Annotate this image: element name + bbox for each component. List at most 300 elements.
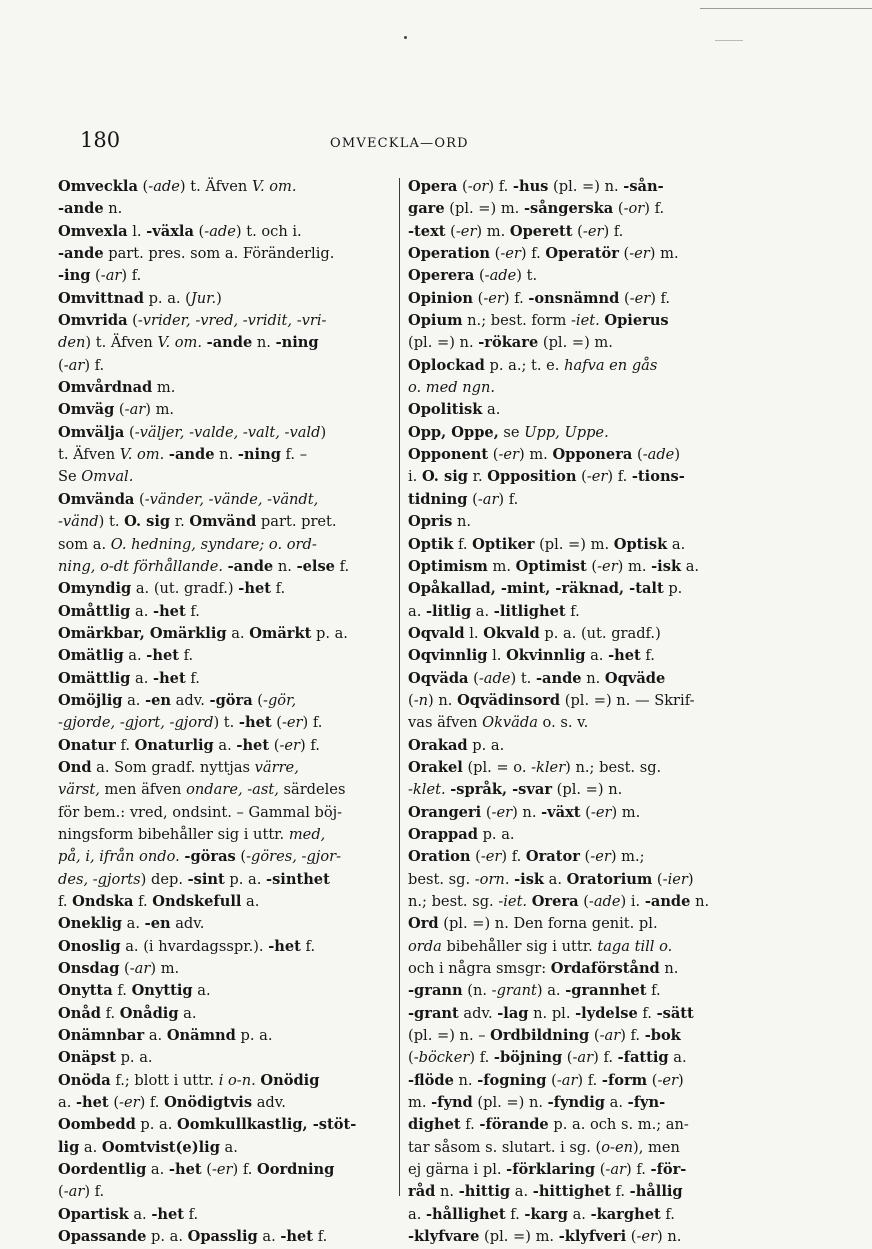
headword: -flöde: [408, 1071, 454, 1089]
definition-text: (: [445, 222, 456, 240]
headword: Oordentlig: [58, 1161, 147, 1179]
definition-text: (: [647, 1071, 658, 1089]
entry-line: [408, 623, 738, 645]
headword: Omvittnad: [58, 289, 144, 307]
definition-text: (: [408, 1049, 414, 1067]
definition-text: f.: [185, 602, 200, 620]
definition-text: (: [474, 267, 485, 285]
scan-mark: [715, 40, 743, 41]
headword: -tions-: [631, 468, 685, 486]
definition-text: f.: [184, 1205, 199, 1223]
italic-text: -er: [119, 1094, 140, 1112]
headword: Orera: [531, 893, 579, 910]
entry-line: [58, 913, 390, 935]
entry-line: [58, 757, 390, 779]
definition-text: f.: [185, 669, 200, 687]
definition-text: ) f.: [488, 178, 513, 195]
headword: Onsdag: [58, 960, 120, 978]
italic-text: -er: [281, 714, 303, 732]
definition-text: (pl. =) n.: [472, 1094, 548, 1112]
entry-line: [408, 958, 738, 980]
entry-line: [58, 332, 390, 354]
definition-text: f.: [270, 580, 286, 598]
entry-line: [408, 355, 738, 377]
definition-text: ) f.: [577, 1071, 602, 1089]
entry-line: [408, 422, 738, 444]
italic-text: -ar: [129, 960, 151, 978]
headword: gare: [408, 200, 445, 218]
entry-line: [408, 1003, 738, 1025]
definition-text: a.: [226, 624, 250, 642]
headword: -växla: [146, 222, 194, 240]
entry-line: [58, 824, 390, 846]
definition-text: a.: [482, 401, 501, 419]
definition-text: ) f.: [232, 1161, 257, 1179]
definition-text: p. a. (: [143, 289, 191, 307]
definition-text: ): [678, 1071, 684, 1089]
definition-text: a.: [408, 602, 426, 620]
definition-text: ): [674, 446, 681, 464]
definition-text: a.: [58, 1094, 76, 1112]
entry-line: [58, 1047, 390, 1069]
definition-text: (pl. =) m.: [538, 334, 613, 352]
italic-text: -er: [590, 803, 612, 821]
headword: Opposition: [487, 468, 577, 486]
entry-line: [58, 936, 390, 958]
headword: Operation: [408, 245, 490, 263]
headword: Opp, Oppe,: [408, 423, 499, 441]
definition-text: (: [572, 222, 583, 240]
definition-text: ) n.: [657, 1228, 682, 1246]
definition-text: a.: [130, 602, 154, 620]
definition-text: (: [489, 245, 501, 263]
definition-text: ) m.: [150, 960, 180, 978]
headword: O. sig: [124, 513, 171, 531]
italic-text: -vänd: [58, 513, 99, 531]
entry-line: [58, 578, 390, 600]
definition-text: a.: [408, 1205, 426, 1223]
entry-line: [58, 1137, 390, 1159]
headword: Oomkullkastlig, -stöt-: [177, 1116, 357, 1134]
ink-speck: [404, 36, 407, 39]
headword: -het: [608, 647, 641, 665]
italic-text: -er: [629, 245, 650, 263]
headword: -ing: [58, 267, 91, 285]
entry-line: [408, 221, 738, 243]
entry-line: [58, 444, 390, 466]
definition-text: (pl. =) m.: [444, 200, 524, 218]
definition-text: ) f.: [302, 714, 323, 732]
definition-text: a.: [257, 1228, 281, 1246]
definition-text: (: [252, 691, 264, 709]
definition-text: (: [481, 803, 492, 821]
headword: Omvrida: [58, 312, 128, 330]
definition-text: f.: [453, 535, 473, 553]
entry-line: [408, 399, 738, 421]
headword: -hus: [512, 178, 549, 195]
definition-text: f.: [610, 1183, 630, 1201]
definition-text: (: [652, 870, 663, 888]
headword: Operett: [509, 222, 573, 240]
entry-line: [408, 936, 738, 958]
italic-text: Upp, Uppe.: [524, 423, 609, 441]
italic-text: -ade: [588, 893, 621, 910]
entry-line: [58, 176, 390, 198]
italic-text: V. om.: [119, 446, 165, 464]
italic-text: -er: [590, 848, 611, 866]
italic-text: -ade: [478, 669, 511, 687]
headword: Oqvädinsord: [457, 691, 561, 709]
headword: -fattig: [617, 1049, 669, 1067]
headword: Oration: [408, 848, 471, 866]
headword: -sätt: [656, 1004, 694, 1022]
definition-text: ) m.: [617, 557, 652, 575]
headword: Omyndig: [58, 580, 132, 598]
italic-text: taga till o.: [597, 937, 673, 955]
headword: -else: [296, 557, 335, 575]
headword: Oneklig: [58, 915, 123, 933]
column-divider: [399, 178, 400, 1196]
headword: Omväg: [58, 401, 115, 419]
headword: Ondska: [72, 893, 134, 910]
headword: -rökare: [478, 334, 539, 352]
headword: -hittighet: [532, 1183, 611, 1201]
italic-text: -ar: [63, 356, 85, 374]
headword: -språk, -svar: [450, 781, 553, 799]
definition-text: (pl. =) m.: [534, 535, 614, 553]
definition-text: p. a.: [235, 1027, 273, 1045]
italic-text: V. om.: [251, 178, 297, 195]
definition-text: p. a. och s. m.; an-: [548, 1116, 689, 1134]
definition-text: (: [586, 557, 598, 575]
entry-line: [408, 243, 738, 265]
headword: Onåd: [58, 1004, 101, 1022]
definition-text: ) f.: [593, 1049, 618, 1067]
definition-text: p. a.: [477, 825, 515, 843]
headword: Onytta: [58, 982, 113, 1000]
italic-text: på, i, ifrån ondo.: [58, 848, 180, 866]
headword: -litlig: [425, 602, 472, 620]
headword: Onämnd: [166, 1027, 236, 1045]
italic-text: ning, o-dt förhållande.: [58, 557, 223, 575]
definition-text: a.: [128, 1205, 152, 1223]
definition-text: f.: [112, 982, 132, 1000]
headword: Ond: [58, 758, 92, 776]
headword: Oqvinnlig: [408, 647, 488, 665]
entry-line: [58, 221, 390, 243]
headword: Onaturlig: [134, 736, 214, 754]
definition-text: f.: [660, 1205, 675, 1223]
headword: Onämnbar: [58, 1027, 145, 1045]
italic-text: värre,: [254, 758, 299, 776]
definition-text: m.: [408, 1094, 432, 1112]
headword: -hittig: [458, 1183, 511, 1201]
definition-text: (: [408, 691, 414, 709]
headword: Onådig: [119, 1004, 179, 1022]
headword: -fynd: [431, 1094, 473, 1112]
definition-text: ) t.: [516, 267, 538, 285]
definition-text: a.: [122, 691, 146, 709]
italic-text: -er: [279, 736, 300, 754]
headword: Oqväda: [408, 669, 469, 687]
definition-text: ) f.: [607, 468, 632, 486]
entry-line: [408, 601, 738, 623]
definition-text: p.: [663, 580, 683, 598]
definition-text: (: [137, 178, 149, 195]
italic-text: -er: [629, 289, 651, 307]
definition-text: ): [687, 870, 694, 888]
definition-text: ) f.: [84, 356, 105, 374]
headword: Oratorium: [566, 870, 653, 888]
italic-text: o-en: [601, 1138, 634, 1156]
entry-line: [58, 1159, 390, 1181]
definition-text: (: [576, 468, 587, 486]
entry-line: [58, 511, 390, 533]
definition-text: a.: [681, 557, 700, 575]
italic-text: -ar: [63, 1183, 85, 1201]
entry-line: [58, 534, 390, 556]
headword: Ordaförstånd: [550, 960, 660, 978]
definition-text: (pl. =) n. –: [408, 1027, 491, 1045]
entry-line: [58, 623, 390, 645]
definition-text: adv.: [458, 1004, 498, 1022]
italic-text: Omval.: [81, 468, 134, 486]
entry-line: [408, 645, 738, 667]
headword: Optisk: [613, 535, 668, 553]
headword: Ordbildning: [490, 1027, 590, 1045]
definition-text: l.: [127, 222, 147, 240]
definition-text: ej gärna i pl.: [408, 1161, 507, 1179]
headword: Opium: [408, 312, 463, 330]
definition-text: (: [578, 893, 589, 910]
headword: Opassande: [58, 1228, 147, 1246]
definition-text: (: [632, 446, 643, 464]
headword: råd: [408, 1183, 436, 1201]
headword: -het: [268, 937, 301, 955]
headword: Opolitisk: [408, 401, 483, 419]
definition-text: n.: [214, 446, 238, 464]
definition-text: p. a.: [467, 736, 505, 754]
definition-text: a.: [668, 1049, 687, 1067]
entry-line: [58, 1070, 390, 1092]
definition-text: i.: [408, 468, 422, 486]
definition-text: (: [119, 960, 130, 978]
headword: Oordning: [257, 1161, 335, 1179]
italic-text: -gör,: [263, 691, 297, 709]
definition-text: se: [498, 423, 525, 441]
italic-text: -er: [455, 222, 477, 240]
definition-text: ) t. Äfven: [179, 178, 252, 195]
definition-text: ) f.: [501, 848, 526, 866]
definition-text: (: [595, 1161, 606, 1179]
definition-text: f.: [637, 1004, 657, 1022]
headword: Omåttlig: [58, 602, 131, 620]
headword: Optiker: [472, 535, 535, 553]
italic-text: -n: [413, 691, 429, 709]
definition-text: Se: [58, 468, 82, 486]
definition-text: a.: [130, 669, 154, 687]
definition-text: ) m.: [476, 222, 510, 240]
definition-text: a.: [471, 602, 494, 620]
headword: Opponent: [408, 446, 489, 464]
definition-text: a.: [605, 1094, 628, 1112]
definition-text: ) f.: [84, 1183, 105, 1201]
definition-text: (: [235, 848, 247, 866]
definition-text: (: [562, 1049, 573, 1067]
italic-text: värst,: [58, 781, 100, 799]
definition-text: ) dep.: [140, 870, 188, 888]
entry-line: [408, 534, 738, 556]
italic-text: -ar: [477, 490, 499, 508]
headword: Onoslig: [58, 937, 121, 955]
definition-text: (: [90, 267, 101, 285]
italic-text: -ar: [599, 1027, 621, 1045]
headword: -isk: [651, 557, 682, 575]
headword: -ning: [275, 334, 319, 352]
headword: -ande: [58, 200, 104, 218]
entry-line: [408, 802, 738, 824]
italic-text: den: [58, 334, 86, 352]
entry-line: [58, 690, 390, 712]
entry-line: [408, 1159, 738, 1181]
definition-text: (: [134, 490, 145, 508]
definition-text: (: [589, 1027, 600, 1045]
headword: -grannhet: [565, 982, 647, 1000]
italic-text: -ade: [642, 446, 675, 464]
headword: dighet: [408, 1116, 461, 1134]
left-column: [58, 176, 390, 1249]
headword: Optik: [408, 535, 454, 553]
italic-text: -ade: [484, 267, 517, 285]
headword: -sint: [187, 870, 225, 888]
definition-text: ) n.; best. sg.: [565, 758, 662, 776]
entry-line: [58, 735, 390, 757]
italic-text: -er: [480, 848, 502, 866]
definition-text: a.: [667, 535, 686, 553]
definition-text: a.: [585, 647, 609, 665]
definition-text: (: [580, 803, 591, 821]
headword: -ande: [58, 245, 104, 263]
definition-text: (pl. =) n.: [552, 781, 623, 799]
entry-line: [408, 712, 738, 734]
headword: Opponera: [552, 446, 633, 464]
definition-text: ) f.: [603, 222, 624, 240]
entry-line: [408, 779, 738, 801]
headword: Orappad: [408, 825, 478, 843]
entry-line: [58, 645, 390, 667]
headword: Optimist: [515, 557, 587, 575]
entry-line: [58, 1003, 390, 1025]
definition-text: ), men: [633, 1138, 680, 1156]
headword: Oplockad: [408, 356, 485, 374]
entry-line: [408, 824, 738, 846]
definition-text: ) f.: [650, 289, 671, 307]
definition-text: f.: [58, 893, 73, 910]
headword: -fogning: [477, 1071, 547, 1089]
headword: -karg: [524, 1205, 568, 1223]
headword: Orakad: [408, 736, 468, 754]
entry-line: [58, 288, 390, 310]
italic-text: -ier: [662, 870, 688, 888]
headword: -växt: [541, 803, 581, 821]
definition-text: p. a. (ut. gradf.): [539, 624, 661, 642]
headword: tidning: [408, 490, 468, 508]
definition-text: ningsform bibehåller sig i uttr.: [58, 825, 289, 843]
entry-line: [408, 690, 738, 712]
definition-text: o. s. v.: [537, 714, 589, 732]
definition-text: ): [320, 423, 327, 441]
italic-text: -ar: [100, 267, 122, 285]
page-header: [0, 128, 872, 158]
definition-text: (: [468, 669, 479, 687]
definition-text: f.: [300, 937, 316, 955]
definition-text: ) m.: [519, 446, 553, 464]
definition-text: ) f.: [498, 490, 519, 508]
running-head: OMVECKLA—ORD: [330, 136, 469, 151]
definition-text: ) f.: [520, 245, 546, 263]
italic-text: -klet.: [408, 781, 446, 799]
headword: Opris: [408, 513, 453, 531]
italic-text: -ar: [124, 401, 146, 419]
entry-line: [58, 1092, 390, 1114]
italic-text: -er: [500, 245, 521, 263]
definition-text: (: [58, 1183, 64, 1201]
definition-text: f.: [133, 893, 153, 910]
definition-text: (n.: [462, 982, 492, 1000]
italic-text: -er: [498, 446, 519, 464]
headword: -klyfveri: [558, 1228, 627, 1246]
headword: Omöjlig: [58, 691, 123, 709]
definition-text: (pl. =) n.: [548, 178, 624, 195]
definition-text: (: [488, 446, 499, 464]
headword: Operatör: [545, 245, 619, 263]
headword: Opartisk: [58, 1205, 129, 1223]
entry-line: [408, 668, 738, 690]
entry-line: [58, 489, 390, 511]
italic-text: -er: [586, 468, 608, 486]
entry-line: [58, 869, 390, 891]
definition-text: part. pret.: [256, 513, 337, 531]
entry-line: [58, 355, 390, 377]
entry-line: [408, 1070, 738, 1092]
definition-text: f.: [460, 1116, 480, 1134]
definition-text: adv.: [170, 915, 205, 933]
italic-text: -er: [483, 289, 504, 307]
headword: -hållig: [629, 1183, 683, 1201]
definition-text: (: [127, 312, 138, 330]
definition-text: adv.: [171, 691, 210, 709]
entry-line: [408, 1025, 738, 1047]
headword: -bok: [644, 1027, 681, 1045]
italic-text: -göres, -gjor-: [246, 848, 342, 866]
entry-line: [58, 980, 390, 1002]
definition-text: n.: [690, 893, 710, 910]
italic-text: o. med ngn.: [408, 379, 496, 397]
definition-text: ) f.: [469, 1049, 494, 1067]
entry-line: [58, 310, 390, 332]
definition-text: ) f.: [139, 1094, 165, 1112]
headword: Operera: [408, 267, 475, 285]
headword: -hållighet: [425, 1205, 506, 1223]
headword: Omätlig: [58, 647, 124, 665]
definition-text: (: [201, 1161, 212, 1179]
entry-line: [408, 265, 738, 287]
definition-text: f.: [178, 647, 194, 665]
italic-text: -ar: [556, 1071, 578, 1089]
entry-line: [58, 198, 390, 220]
italic-text: Okväda: [482, 714, 538, 732]
italic-text: -väljer, -valde, -valt, -vald: [134, 423, 321, 441]
